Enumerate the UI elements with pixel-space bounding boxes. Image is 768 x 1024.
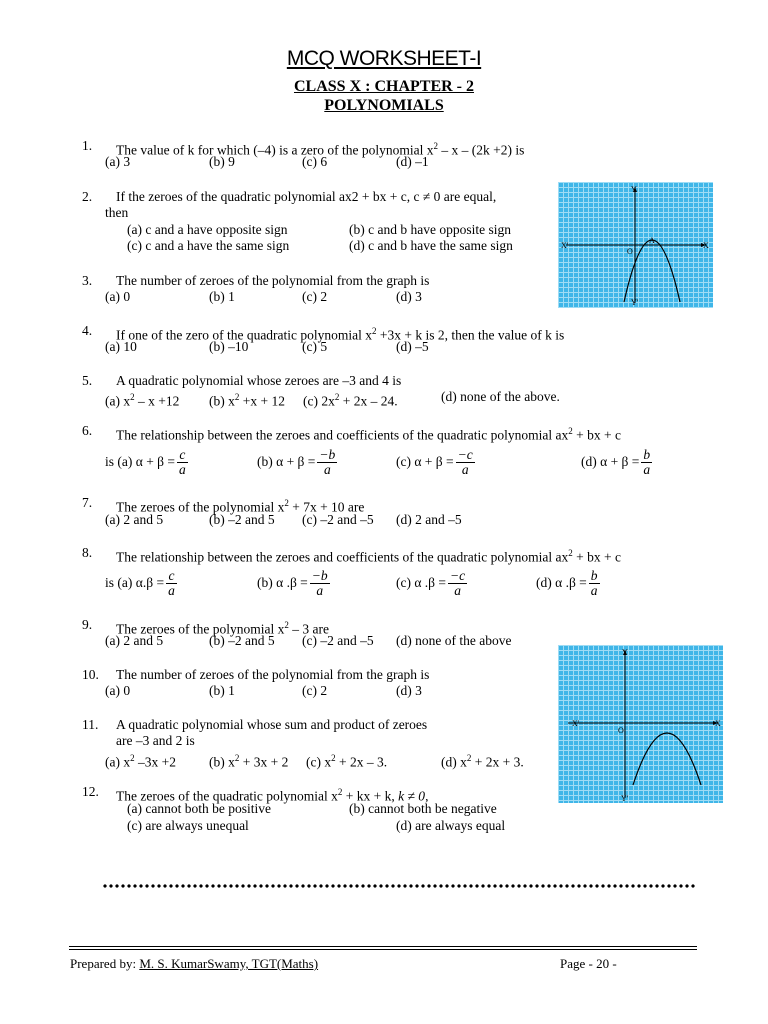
- question-text-part: The value of k for which (–4) is a zero of the polynomial x: [116, 142, 434, 158]
- denominator: a: [461, 462, 469, 478]
- question-text-tail: +3x + k is 2, then the value of k is: [376, 327, 565, 343]
- option-a[interactable]: (a) 3: [105, 154, 131, 169]
- fraction: [641, 448, 652, 477]
- option-a[interactable]: [105, 445, 190, 479]
- question-text-part: The relationship between the zeroes and coefficients of the quadratic polynomial ax: [116, 549, 569, 565]
- question-text: The number of zeroes of the polynomial from the graph is: [116, 273, 430, 288]
- option-c[interactable]: [396, 566, 469, 600]
- option-c[interactable]: (c) 2: [302, 289, 328, 304]
- fraction: [177, 448, 188, 477]
- question-text-tail: – x – (2k +2) is: [438, 142, 525, 158]
- option-a[interactable]: (a) c and a have opposite sign: [127, 222, 288, 237]
- graph-2-image: [558, 645, 723, 803]
- option-c-label: (c) α .β =: [396, 575, 447, 590]
- option-b[interactable]: (b) 1: [209, 683, 235, 698]
- superscript: 2: [234, 753, 240, 763]
- topic-heading: POLYNOMIALS: [324, 97, 444, 114]
- option-b-post: + 3x + 2: [239, 754, 289, 770]
- option-c[interactable]: [396, 445, 477, 479]
- option-b[interactable]: [257, 566, 332, 600]
- question-text: The number of zeroes of the polynomial from the graph is: [116, 667, 430, 682]
- option-d[interactable]: (d) none of the above: [396, 633, 512, 648]
- question-text-line2: then: [105, 205, 129, 220]
- axis-label-x: X: [703, 241, 709, 250]
- question-number: 6.: [82, 423, 93, 438]
- option-d-label: (d) α + β =: [581, 454, 640, 469]
- graph-1-image: [558, 182, 713, 308]
- option-b[interactable]: (b) –2 and 5: [209, 633, 275, 648]
- question-text-tail: + bx + c: [572, 427, 621, 443]
- footer-prepared-by: [70, 956, 318, 972]
- question-number: 5.: [82, 373, 93, 388]
- option-d[interactable]: (d) c and b have the same sign: [349, 238, 513, 253]
- option-c-post: + 2x – 3.: [335, 754, 388, 770]
- denominator: a: [168, 583, 175, 599]
- question-text: A quadratic polynomial whose zeroes are –3 and 4 is: [116, 373, 402, 388]
- option-b[interactable]: (b) 9: [209, 154, 235, 169]
- fraction: [589, 569, 600, 598]
- option-d-label: (d) α .β =: [536, 575, 587, 590]
- option-d[interactable]: [581, 445, 654, 479]
- option-d[interactable]: (d) none of the above.: [441, 389, 560, 404]
- option-c[interactable]: (c) –2 and –5: [302, 633, 374, 648]
- point-label-a: A: [649, 236, 655, 245]
- option-c[interactable]: (c) –2 and –5: [302, 512, 374, 527]
- footer-rule-top: [69, 946, 697, 947]
- option-c-pre: (c) x: [306, 754, 332, 770]
- option-b[interactable]: (b) –2 and 5: [209, 512, 275, 527]
- fraction: [448, 569, 467, 598]
- superscript: 2: [568, 548, 573, 558]
- worksheet-title: MCQ WORKSHEET-I: [286, 47, 482, 70]
- origin-label: O: [618, 726, 624, 735]
- is-label: is: [105, 454, 115, 469]
- question-text-line2: are –3 and 2 is: [116, 733, 195, 748]
- axis-label-x-prime: X': [561, 241, 569, 250]
- numerator: c: [166, 569, 177, 584]
- option-a[interactable]: (a) 10: [105, 339, 137, 354]
- numerator: c: [177, 448, 188, 463]
- option-d[interactable]: (d) 2 and –5: [396, 512, 462, 527]
- numerator: b: [590, 568, 598, 584]
- option-b[interactable]: [257, 445, 339, 479]
- question-number: 3.: [82, 273, 93, 288]
- question-text: A quadratic polynomial whose sum and product of zeroes: [116, 717, 428, 732]
- superscript: 2: [466, 753, 472, 763]
- numerator: −c: [450, 568, 466, 584]
- superscript: 2: [372, 326, 377, 336]
- option-a-post: – x +12: [134, 393, 180, 409]
- option-a[interactable]: (a) 0: [105, 683, 131, 698]
- superscript: 2: [331, 753, 336, 763]
- option-a-pre: (a) x: [105, 754, 131, 770]
- numerator: −c: [457, 447, 473, 463]
- superscript: 2: [568, 426, 573, 436]
- axis-label-y-prime: Y': [631, 298, 639, 307]
- class-chapter-heading: CLASS X : CHAPTER - 2: [293, 78, 474, 95]
- superscript: 2: [433, 141, 439, 151]
- option-d[interactable]: (d) are always equal: [396, 818, 506, 833]
- denominator: a: [454, 583, 461, 599]
- question-text: If the zeroes of the quadratic polynomial ax2 + bx + c, c ≠ 0 are equal,: [116, 189, 497, 204]
- axis-label-x: X: [715, 719, 721, 728]
- option-d-pre: (d) x: [441, 754, 467, 770]
- option-d[interactable]: (d) 3: [396, 683, 422, 698]
- option-a[interactable]: [105, 389, 179, 410]
- option-a-label: (a) α + β =: [117, 454, 176, 469]
- option-a-pre: (a) x: [105, 393, 131, 409]
- question-text-tail: + kx + k,: [342, 788, 395, 804]
- option-a[interactable]: (a) 2 and 5: [105, 633, 164, 648]
- question-number: 10.: [82, 667, 99, 682]
- question-number: 12.: [82, 784, 99, 799]
- numerator: −b: [319, 447, 336, 463]
- option-c-label: (c) α + β =: [396, 454, 454, 469]
- origin-label: O: [627, 247, 633, 256]
- superscript: 2: [234, 392, 240, 402]
- question-number: 7.: [82, 495, 93, 510]
- question-number: 1.: [82, 138, 93, 153]
- question-number: 11.: [82, 717, 99, 732]
- condition-k: k ≠ 0: [398, 788, 426, 804]
- axis-label-y: Y: [622, 648, 628, 657]
- option-c[interactable]: (c) c and a have the same sign: [127, 238, 290, 253]
- fraction: [166, 569, 177, 598]
- option-a[interactable]: (a) 2 and 5: [105, 512, 164, 527]
- page-number: Page - 20 -: [560, 956, 617, 971]
- question-text-tail: – 3 are: [288, 621, 329, 637]
- option-a[interactable]: (a) cannot both be positive: [127, 801, 271, 816]
- option-a[interactable]: [105, 566, 179, 600]
- option-b-label: (b) α + β =: [257, 454, 316, 469]
- option-a-post: –3x +2: [134, 754, 176, 770]
- axis-label-x-prime: X': [572, 719, 580, 728]
- option-a[interactable]: [105, 750, 176, 771]
- fraction: [310, 569, 330, 598]
- option-b[interactable]: [209, 389, 285, 410]
- option-b-pre: (b) x: [209, 754, 235, 770]
- superscript: 2: [130, 392, 135, 402]
- superscript: 2: [334, 392, 340, 402]
- option-d-post: + 2x + 3.: [471, 754, 524, 770]
- question-text-part: The relationship between the zeroes and coefficients of the quadratic polynomial ax: [116, 427, 569, 443]
- question-text-part: The zeroes of the polynomial x: [116, 621, 285, 637]
- prepared-label: Prepared by:: [70, 956, 140, 971]
- question-number: 9.: [82, 617, 93, 632]
- question-number: 4.: [82, 323, 93, 338]
- option-a[interactable]: (a) 0: [105, 289, 131, 304]
- option-b-label: (b) α .β =: [257, 575, 308, 590]
- question-text: [116, 423, 621, 444]
- option-b[interactable]: [209, 750, 288, 771]
- option-b[interactable]: (b) c and b have opposite sign: [349, 222, 511, 237]
- axis-label-y-prime: Y': [621, 794, 629, 803]
- author-name: M. S. KumarSwamy, TGT(Maths): [139, 956, 319, 971]
- denominator: a: [323, 462, 331, 478]
- option-d[interactable]: (d) –5: [396, 339, 429, 354]
- is-label: is: [105, 575, 115, 590]
- question-number: 2.: [82, 189, 93, 204]
- question-text: [116, 323, 564, 344]
- option-d[interactable]: (d) –1: [396, 154, 429, 169]
- fraction: [456, 448, 475, 477]
- axis-label-y: Y: [631, 185, 637, 194]
- option-c[interactable]: (c) 5: [302, 339, 328, 354]
- question-number: 8.: [82, 545, 93, 560]
- option-c-pre: (c) 2x: [303, 393, 335, 409]
- superscript: 2: [337, 787, 343, 797]
- question-text-tail: + 7x + 10 are: [288, 499, 365, 515]
- option-c-post: + 2x – 24.: [339, 393, 398, 409]
- denominator: a: [643, 462, 651, 478]
- graph-2-svg: [558, 645, 723, 803]
- option-b-post: +x + 12: [239, 393, 285, 409]
- option-d[interactable]: [536, 566, 602, 600]
- superscript: 2: [284, 620, 289, 630]
- footer-rule-bottom: [69, 949, 697, 950]
- question-text-tail: + bx + c: [572, 549, 621, 565]
- option-c[interactable]: [306, 750, 387, 771]
- denominator: a: [590, 583, 598, 599]
- dotted-separator: [102, 883, 696, 889]
- option-b[interactable]: (b) 1: [209, 289, 235, 304]
- option-d[interactable]: [441, 750, 524, 771]
- question-text: The zeroes of the quadratic polynomial $x^2$ + kx + k, k ≠ 0,: [116, 787, 429, 804]
- fraction: [317, 448, 337, 477]
- superscript: 2: [130, 753, 135, 763]
- option-b[interactable]: (b) cannot both be negative: [349, 801, 497, 816]
- question-text-part: If one of the zero of the quadratic polynomial x: [116, 327, 373, 343]
- superscript: 2: [284, 498, 289, 508]
- option-c[interactable]: (c) are always unequal: [127, 818, 249, 833]
- numerator: −b: [311, 568, 328, 584]
- question-text: [116, 545, 621, 566]
- option-c[interactable]: (c) 6: [302, 154, 328, 169]
- option-a-label: (a) α.β =: [117, 575, 165, 590]
- question-text-part: The zeroes of the quadratic polynomial x: [116, 788, 338, 804]
- option-b-pre: (b) x: [209, 393, 235, 409]
- denominator: a: [179, 462, 186, 478]
- option-d[interactable]: (d) 3: [396, 289, 422, 304]
- question-text-part: The zeroes of the polynomial x: [116, 499, 285, 515]
- option-c[interactable]: [303, 389, 398, 410]
- option-c[interactable]: (c) 2: [302, 683, 328, 698]
- graph-1-svg: [558, 182, 713, 308]
- numerator: b: [643, 447, 651, 463]
- denominator: a: [316, 583, 324, 599]
- option-b[interactable]: (b) –10: [209, 339, 249, 354]
